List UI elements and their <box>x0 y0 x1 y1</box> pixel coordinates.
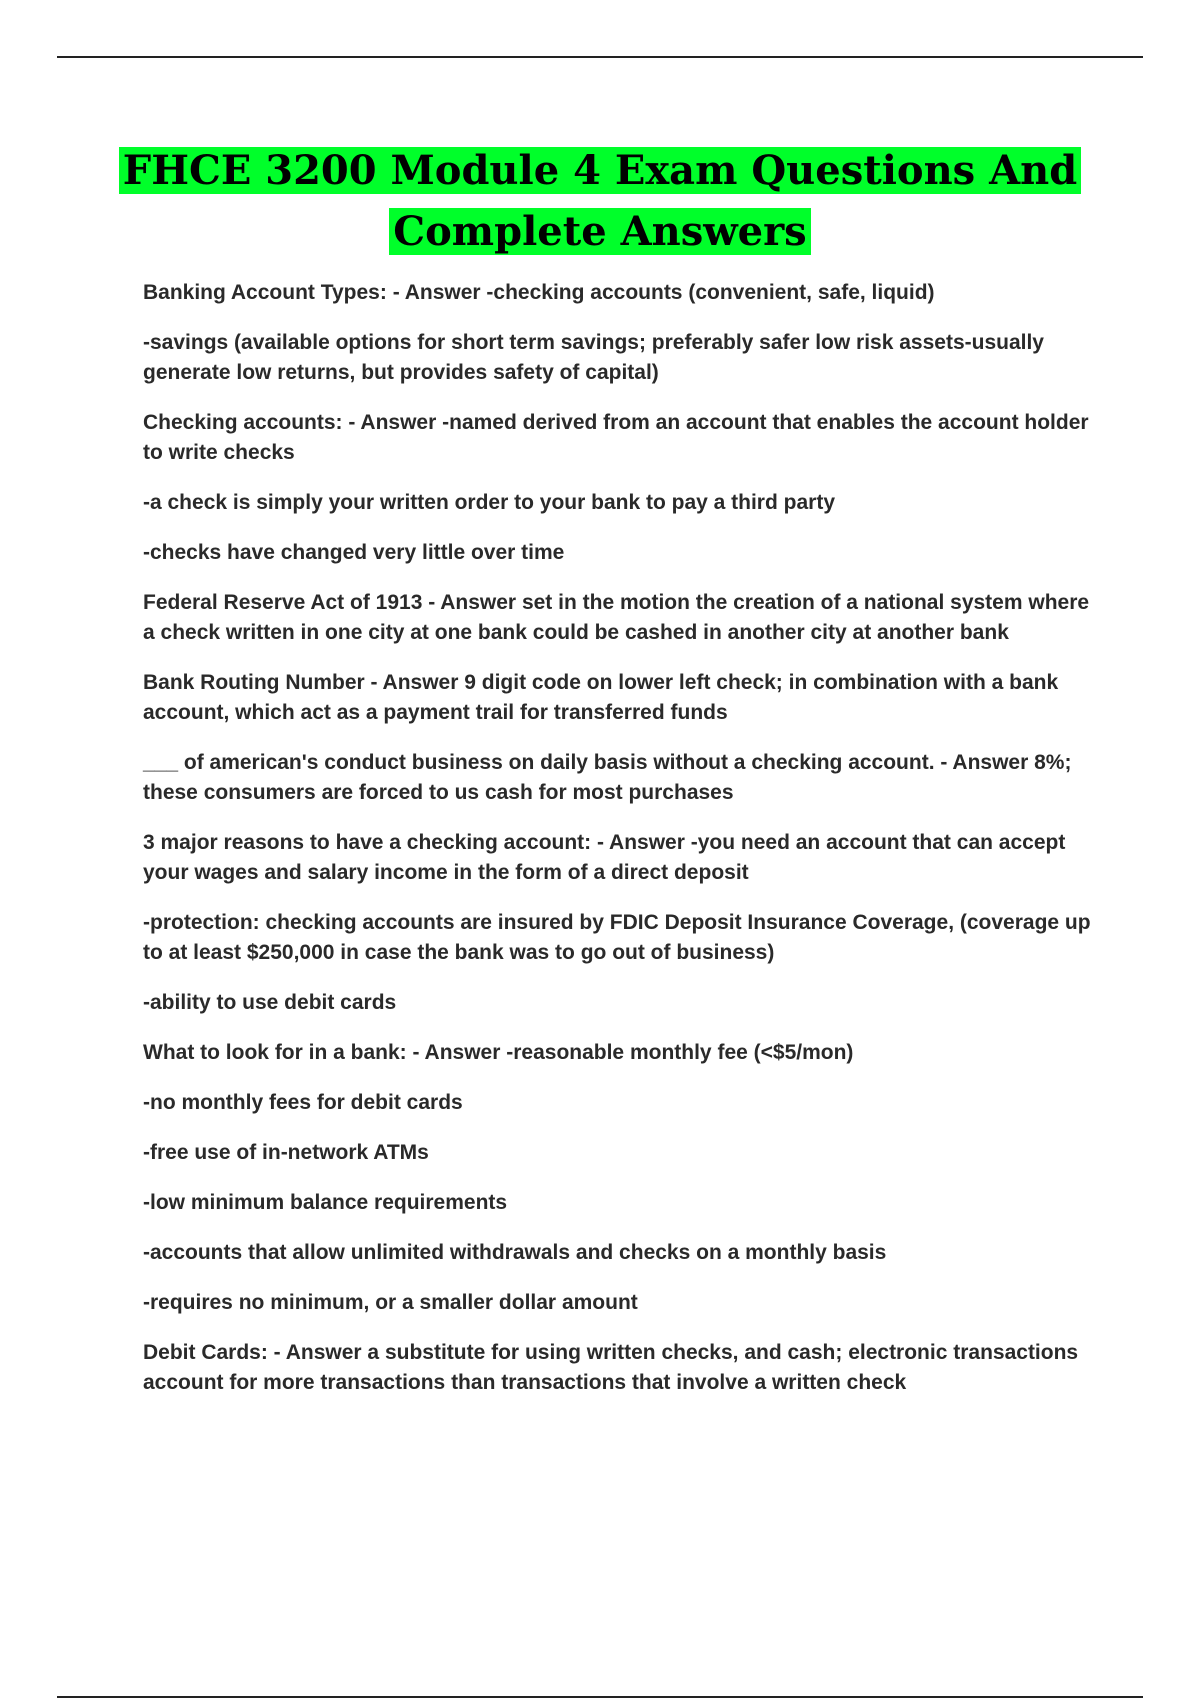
paragraph: -free use of in-network ATMs <box>143 1141 429 1164</box>
paragraph: -protection: checking accounts are insured by FDIC Deposit Insurance Coverage, (coverage up to at least $250,000 in case the bank was to go out of business) <box>143 911 1091 964</box>
paragraph: -requires no minimum, or a smaller dollar amount <box>143 1291 638 1314</box>
paragraph: Checking accounts: - Answer -named derived from an account that enables the account holder to write checks <box>143 411 1089 464</box>
paragraph: -no monthly fees for debit cards <box>143 1091 463 1114</box>
page-title <box>60 140 1140 262</box>
paragraph: -savings (available options for short term savings; preferably safer low risk assets-usually generate low returns, but provides safety of capital) <box>143 331 1044 384</box>
paragraph: ___ of american's conduct business on daily basis without a checking account. - Answer 8%; these consumers are forced to us cash for most purchases <box>143 751 1072 804</box>
paragraph: -a check is simply your written order to your bank to pay a third party <box>143 491 835 514</box>
paragraph: -low minimum balance requirements <box>143 1191 508 1214</box>
paragraph: -ability to use debit cards <box>143 991 397 1014</box>
paragraph: 3 major reasons to have a checking account: - Answer -you need an account that can accept your wages and salary income in the form of a direct deposit <box>143 831 1066 884</box>
bottom-rule <box>57 1696 1143 1698</box>
title-highlight: FHCE 3200 Module 4 Exam Questions And Complete Answers <box>119 147 1081 255</box>
paragraph: Federal Reserve Act of 1913 - Answer set in the motion the creation of a national system where a check written in one city at one bank could be cashed in another city at another bank <box>143 591 1090 644</box>
top-rule <box>57 56 1143 58</box>
paragraph: -accounts that allow unlimited withdrawals and checks on a monthly basis <box>143 1241 887 1264</box>
paragraph: Bank Routing Number - Answer 9 digit code on lower left check; in combination with a bank account, which act as a payment trail for transferred funds <box>143 671 1059 724</box>
document-body <box>143 278 1093 1418</box>
paragraph: What to look for in a bank: - Answer -reasonable monthly fee (<$5/mon) <box>143 1041 854 1064</box>
paragraph: -checks have changed very little over time <box>143 541 565 564</box>
paragraph: Debit Cards: - Answer a substitute for using written checks, and cash; electronic transactions account for more transactions than transactions that involve a written check <box>143 1341 1079 1394</box>
paragraph: Banking Account Types: - Answer -checking accounts (convenient, safe, liquid) <box>143 281 935 304</box>
